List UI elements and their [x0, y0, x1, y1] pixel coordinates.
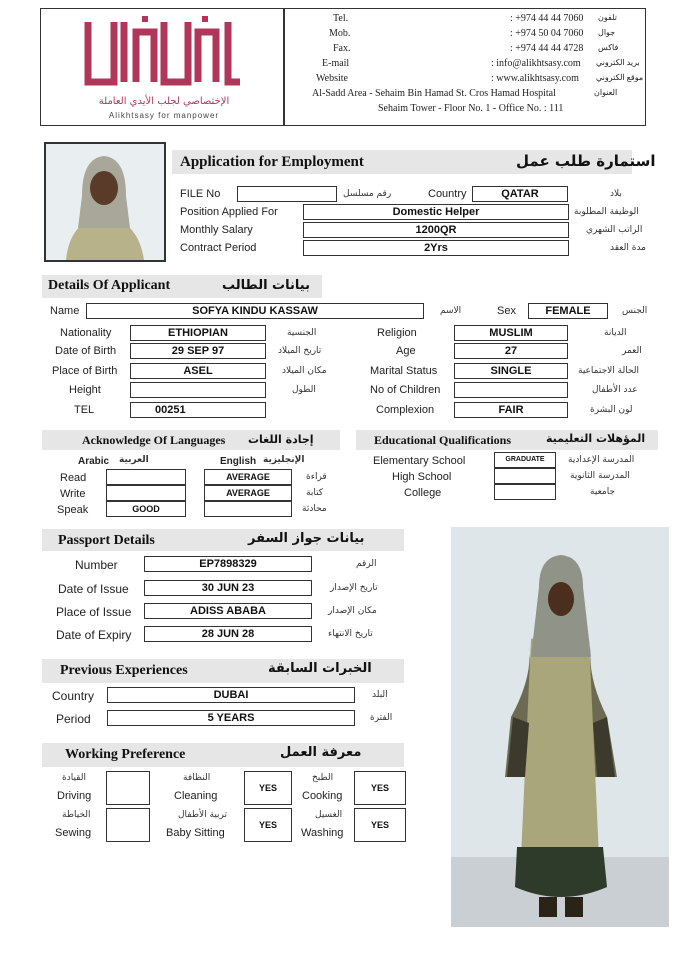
expiry-date-label: Date of Expiry: [56, 628, 132, 642]
marital-arabic: الحالة الاجتماعية: [578, 366, 639, 376]
children-label: No of Children: [370, 384, 441, 396]
arabic-write-field: [106, 485, 186, 501]
sewing-arabic: الخياطة: [62, 810, 91, 820]
position-field: Domestic Helper: [303, 204, 569, 220]
speak-label: Speak: [57, 504, 89, 516]
sex-label: Sex: [497, 305, 516, 317]
expiry-date-field: 28 JUN 28: [144, 626, 312, 642]
religion-label: Religion: [377, 327, 417, 339]
write-label: Write: [60, 488, 86, 500]
website-arabic: موقع الكتروني: [596, 73, 644, 82]
english-read-field: AVERAGE: [204, 469, 292, 485]
high-school-label: High School: [392, 471, 452, 483]
complexion-field: FAIR: [454, 402, 568, 418]
contract-arabic: مدة العقد: [610, 243, 646, 253]
baby-sitting-field: YES: [244, 808, 292, 842]
sex-field: FEMALE: [528, 303, 608, 319]
email-arabic: بريد الكتروني: [596, 58, 640, 67]
fax-value: : +974 44 44 4728: [510, 43, 584, 54]
contract-label: Contract Period: [180, 242, 257, 254]
complexion-label: Complexion: [376, 404, 435, 416]
washing-arabic: الغسيل: [315, 810, 343, 820]
tel-value: : +974 44 44 7060: [510, 13, 584, 24]
height-arabic: الطول: [292, 385, 316, 395]
name-label: Name: [50, 305, 80, 317]
read-label: Read: [60, 472, 87, 484]
position-arabic: الوظيفة المطلوبة: [574, 207, 639, 217]
company-logo-icon: [84, 12, 244, 94]
languages-section-arabic: إجادة اللغات: [248, 433, 314, 446]
arabic-speak-field: GOOD: [106, 501, 186, 517]
driving-arabic: القيادة: [62, 773, 86, 783]
address-line-1: Al-Sadd Area - Sehaim Bin Hamad St. Cros Hamad Hospital: [312, 88, 556, 99]
name-arabic: الاسم: [440, 306, 462, 316]
cleaning-label: Cleaning: [174, 790, 218, 802]
college-field: [494, 484, 556, 500]
applicant-section-title: Details Of Applicant: [48, 278, 171, 293]
mob-value: : +974 50 04 7060: [510, 28, 584, 39]
nationality-arabic: الجنسية: [287, 328, 317, 338]
form-title-arabic: استمارة طلب عمل: [516, 152, 656, 170]
experience-country-arabic: البلد: [372, 690, 388, 700]
issue-date-field: 30 JUN 23: [144, 580, 312, 596]
person-full-body-icon: [451, 527, 669, 927]
experience-section-title: Previous Experiences: [60, 663, 188, 678]
sex-arabic: الجنس: [622, 306, 648, 316]
elementary-arabic: المدرسة الإعدادية: [568, 455, 635, 465]
mob-label: Mob.: [329, 28, 351, 39]
write-arabic: كتابة: [306, 488, 324, 498]
salary-field: 1200QR: [303, 222, 569, 238]
passport-section-title: Passport Details: [58, 533, 155, 548]
country-label: Country: [428, 188, 467, 200]
name-field: SOFYA KINDU KASSAW: [86, 303, 424, 319]
tel-field-label: TEL: [74, 404, 95, 416]
contract-field: 2Yrs: [303, 240, 569, 256]
passport-section-arabic: بيانات جواز السفر: [248, 531, 365, 546]
logo-english-text: Alikhtsasy for manpower: [108, 111, 220, 120]
email-value: : info@alikhtsasy.com: [491, 58, 581, 69]
website-label: Website: [316, 73, 348, 84]
logo-arabic-text: الإختصاصي لجلب الأيدي العاملة: [98, 96, 230, 107]
nationality-label: Nationality: [60, 327, 112, 339]
country-field: QATAR: [472, 186, 568, 202]
applicant-section-arabic: بيانات الطالب: [222, 278, 310, 293]
age-arabic: العمر: [622, 346, 642, 356]
passport-number-field: EP7898329: [144, 556, 312, 572]
sewing-field: [106, 808, 150, 842]
arabic-col-arabic: العربية: [119, 455, 149, 465]
pob-arabic: مكان الميلاد: [282, 366, 327, 376]
issue-date-arabic: تاريخ الإصدار: [330, 583, 378, 593]
dob-arabic: تاريخ الميلاد: [278, 346, 322, 356]
cooking-field: YES: [354, 771, 406, 805]
experience-country-label: Country: [52, 689, 95, 703]
applicant-photo-small: [44, 142, 166, 262]
washing-label: Washing: [301, 827, 344, 839]
file-no-arabic: رقم مسلسل: [343, 189, 392, 199]
english-col-arabic: الإنجليزية: [263, 455, 305, 465]
tel-field: 00251: [130, 402, 266, 418]
passport-number-label: Number: [75, 558, 118, 572]
applicant-photo-full: [451, 527, 669, 927]
arabic-col-label: Arabic: [78, 456, 110, 467]
website-value: : www.alikhtsasy.com: [491, 73, 579, 84]
issue-date-label: Date of Issue: [58, 582, 129, 596]
speak-arabic: محادثة: [302, 504, 327, 514]
experience-period-field: 5 YEARS: [107, 710, 355, 726]
experience-section-arabic: الخبرات السابقة: [268, 661, 372, 676]
cleaning-arabic: النظافة: [183, 773, 211, 783]
email-label: E-mail: [322, 58, 350, 69]
children-arabic: عدد الأطفال: [592, 385, 638, 395]
passport-number-arabic: الرقم: [356, 559, 377, 569]
cleaning-field: YES: [244, 771, 292, 805]
preference-section-arabic: معرفة العمل: [280, 745, 362, 760]
experience-period-arabic: الفترة: [370, 713, 393, 723]
children-field: [454, 382, 568, 398]
english-col-label: English: [220, 456, 257, 467]
high-school-arabic: المدرسة الثانوية: [570, 471, 630, 481]
fax-arabic: فاكس: [598, 43, 619, 52]
baby-sitting-label: Baby Sitting: [166, 827, 225, 839]
dob-field: 29 SEP 97: [130, 343, 266, 359]
english-speak-field: [204, 501, 292, 517]
driving-label: Driving: [57, 790, 92, 802]
complexion-arabic: لون البشرة: [590, 405, 633, 415]
dob-label: Date of Birth: [55, 345, 117, 357]
nationality-field: ETHIOPIAN: [130, 325, 266, 341]
education-section-title: Educational Qualifications: [374, 433, 512, 447]
arabic-read-field: [106, 469, 186, 485]
marital-label: Marital Status: [370, 365, 438, 377]
country-arabic: بلاد: [610, 189, 622, 199]
college-label: College: [404, 487, 442, 499]
high-school-field: [494, 468, 556, 484]
cooking-label: Cooking: [302, 790, 343, 802]
english-write-field: AVERAGE: [204, 485, 292, 501]
file-no-label: FILE No: [180, 188, 221, 200]
expiry-date-arabic: تاريخ الانتهاء: [328, 629, 373, 639]
salary-label: Monthly Salary: [180, 224, 253, 236]
religion-field: MUSLIM: [454, 325, 568, 341]
read-arabic: قراءة: [306, 472, 327, 482]
washing-field: YES: [354, 808, 406, 842]
marital-field: SINGLE: [454, 363, 568, 379]
issue-place-arabic: مكان الإصدار: [328, 606, 377, 616]
sewing-label: Sewing: [55, 827, 92, 839]
file-no-field: [237, 186, 337, 202]
form-title-english: Application for Employment: [180, 154, 364, 170]
baby-sitting-arabic: تربية الأطفال: [178, 810, 228, 820]
age-field: 27: [454, 343, 568, 359]
driving-field: [106, 771, 150, 805]
fax-label: Fax.: [333, 43, 351, 54]
tel-arabic: تلفون: [598, 13, 617, 22]
position-label: Position Applied For: [180, 206, 278, 218]
height-field: [130, 382, 266, 398]
height-label: Height: [69, 384, 101, 396]
issue-place-label: Place of Issue: [56, 605, 132, 619]
elementary-field: GRADUATE: [494, 452, 556, 468]
person-portrait-icon: [46, 144, 164, 260]
mob-arabic: جوال: [598, 28, 616, 37]
experience-country-field: DUBAI: [107, 687, 355, 703]
salary-arabic: الراتب الشهري: [586, 225, 643, 235]
pob-field: ASEL: [130, 363, 266, 379]
cooking-arabic: الطبخ: [312, 773, 334, 783]
pob-label: Place of Birth: [52, 365, 118, 377]
elementary-label: Elementary School: [373, 455, 466, 467]
preference-section-title: Working Preference: [65, 747, 186, 762]
experience-period-label: Period: [56, 712, 91, 726]
education-section-arabic: المؤهلات التعليمية: [546, 432, 646, 445]
religion-arabic: الديانة: [604, 328, 627, 338]
tel-label: Tel.: [333, 13, 349, 24]
issue-place-field: ADISS ABABA: [144, 603, 312, 619]
address-line-2: Sehaim Tower - Floor No. 1 - Office No. : 111: [378, 103, 564, 114]
languages-section-title: Acknowledge Of Languages: [82, 433, 226, 447]
age-label: Age: [396, 345, 416, 357]
letterhead-divider: [283, 8, 285, 126]
address-arabic: العنوان: [594, 88, 618, 97]
college-arabic: جامعية: [590, 487, 616, 497]
